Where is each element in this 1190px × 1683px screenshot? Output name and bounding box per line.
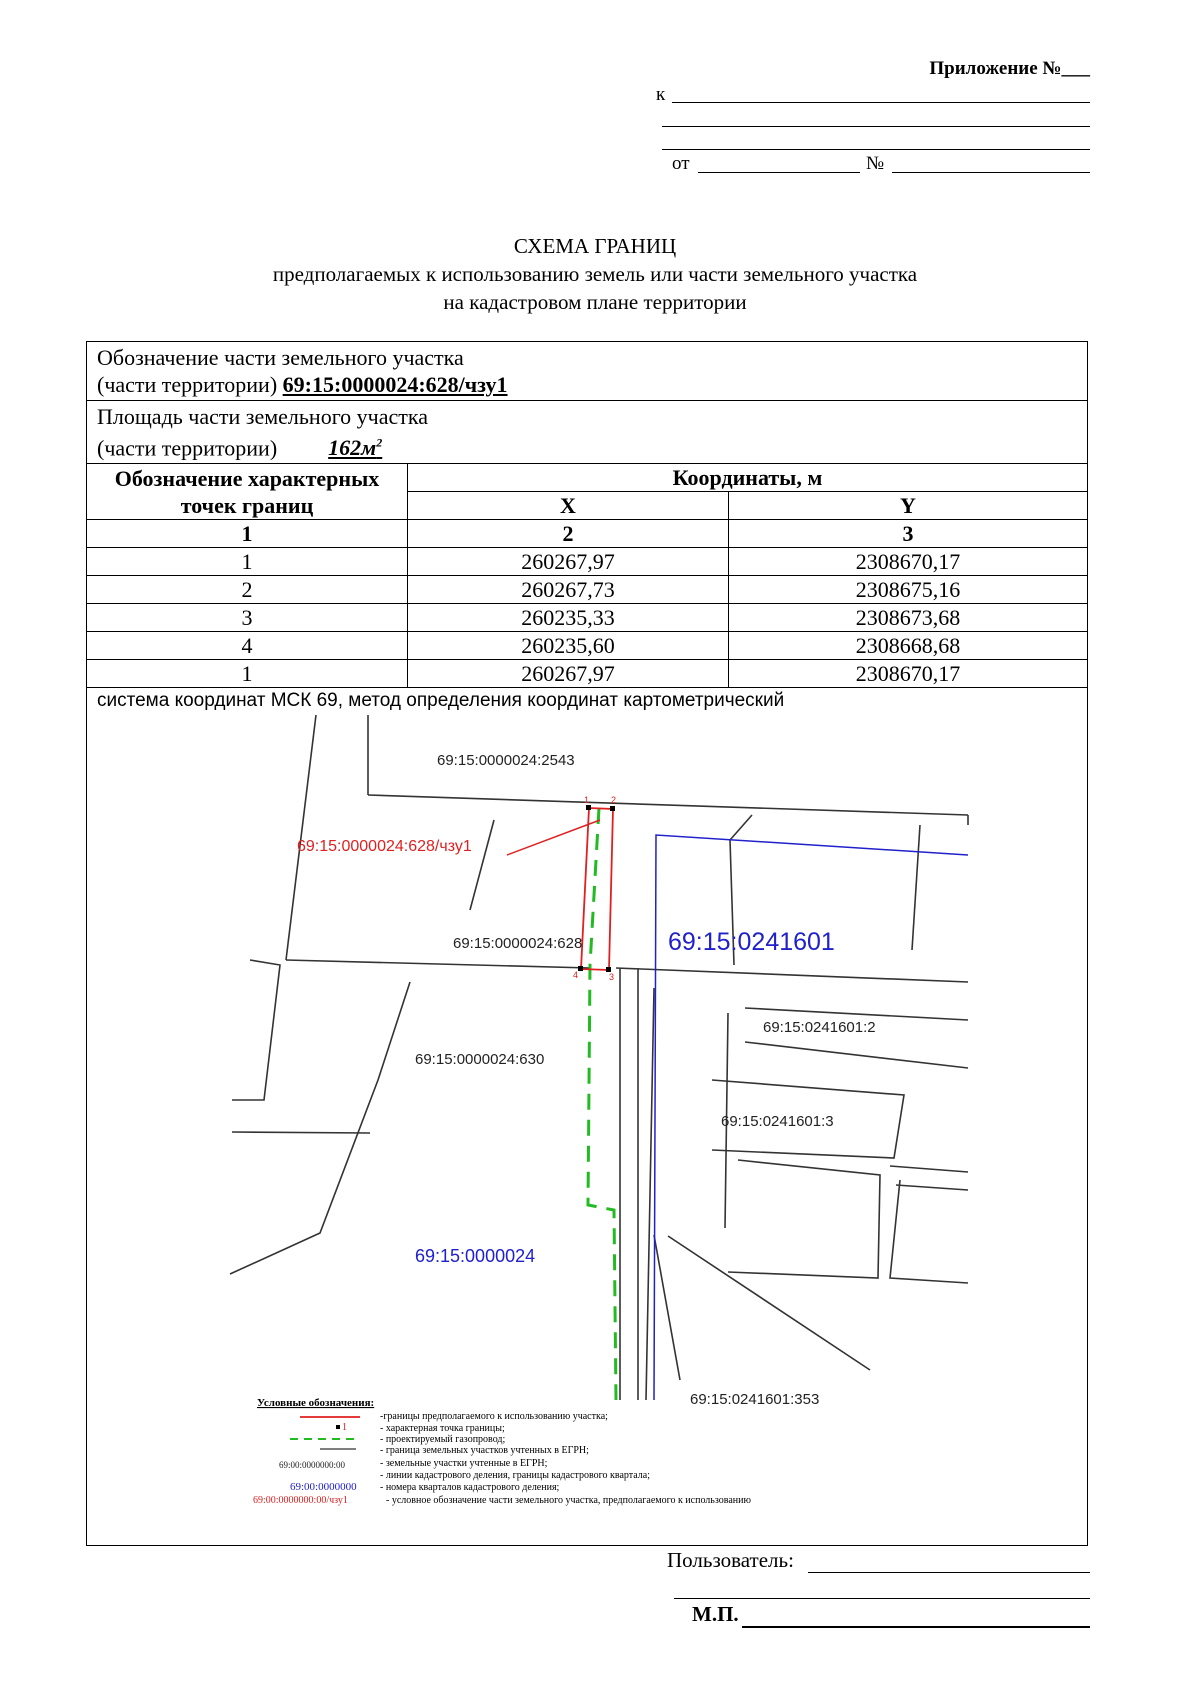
from-prefix: от (672, 153, 690, 174)
part-boundary (581, 808, 613, 970)
x-cell: 260267,73 (408, 576, 729, 604)
legend-item-4: - граница земельных участков учтенных в ЕГРН; (380, 1445, 589, 1456)
label-quarter-241601: 69:15:0241601 (668, 928, 835, 956)
x-cell: 260267,97 (408, 660, 729, 688)
col-coords-header: Координаты, м (408, 464, 1088, 492)
legend-item-2: - характерная точка границы; (380, 1423, 505, 1434)
label-parcel-241601-2: 69:15:0241601:2 (763, 1019, 876, 1036)
x-cell: 260235,33 (408, 604, 729, 632)
x-cell: 260235,60 (408, 632, 729, 660)
legend-item-3: - проектируемый газопровод; (380, 1434, 506, 1445)
label-parcel-630: 69:15:0000024:630 (415, 1051, 545, 1068)
legend-title: Условные обозначения: (257, 1397, 375, 1409)
area-value: 162м (328, 435, 377, 461)
user-line-2 (674, 1598, 1090, 1599)
number-prefix: № (866, 153, 885, 174)
legend-item-7: - номера кварталов кадастрового деления; (380, 1482, 560, 1493)
col-number-1: 1 (87, 520, 408, 548)
legend-item-5: - земельные участки учтенные в ЕГРН; (380, 1458, 548, 1469)
label-parcel-628: 69:15:0000024:628 (453, 935, 583, 952)
y-cell: 2308670,17 (729, 660, 1088, 688)
point-cell: 2 (87, 576, 408, 604)
legend-sample-parcel: 69:00:0000000:00 (279, 1460, 346, 1470)
document-title: СХЕМА ГРАНИЦ (513, 234, 677, 258)
document-subtitle-2: на кадастровом плане территории (443, 290, 747, 314)
area-unit-sup: 2 (376, 436, 383, 450)
label-parcel-241601-353: 69:15:0241601:353 (690, 1391, 820, 1408)
label-parcel-241601-3: 69:15:0241601:3 (721, 1113, 834, 1130)
gas-pipeline (588, 808, 616, 1400)
legend-sample-part: 69:00:0000000:00/чзу1 (253, 1495, 348, 1506)
col-x-header: X (408, 492, 729, 520)
col-points-header: Обозначение характерных точек границ (87, 464, 408, 520)
user-label: Пользователь: (667, 1548, 794, 1572)
document-subtitle-1: предполагаемых к использованию земель или части земельного участка (272, 262, 918, 286)
point-cell: 3 (87, 604, 408, 632)
y-cell: 2308673,68 (729, 604, 1088, 632)
label-parcel-2543: 69:15:0000024:2543 (437, 752, 575, 769)
user-line (808, 1572, 1090, 1573)
legend-sample-quarter: 69:00:0000000 (290, 1481, 357, 1493)
legend-item-8: - условное обозначение части земельного участка, предполагаемого к использованию (386, 1495, 751, 1506)
map-caption: система координат МСК 69, метод определения координат картометрический (97, 690, 785, 711)
y-cell: 2308675,16 (729, 576, 1088, 604)
area-label: Площадь части земельного участка (97, 404, 429, 429)
designation-label: Обозначение части земельного участка (97, 345, 464, 370)
area-label-2: (части территории) (97, 435, 278, 461)
legend-point-marker (336, 1425, 340, 1429)
point-cell: 4 (87, 632, 408, 660)
point-label-4: 4 (573, 970, 579, 980)
to-prefix: к (656, 84, 666, 105)
appendix-label: Приложение №___ (929, 58, 1090, 79)
y-cell: 2308668,68 (729, 632, 1088, 660)
col-number-3: 3 (729, 520, 1088, 548)
point-label-3: 3 (609, 972, 615, 982)
legend-item-1: -границы предполагаемого к использованию участка; (380, 1411, 608, 1422)
point-cell: 1 (87, 548, 408, 576)
col-y-header: Y (729, 492, 1088, 520)
stamp-line (742, 1626, 1090, 1628)
col-number-2: 2 (408, 520, 729, 548)
point-label-1: 1 (584, 795, 590, 805)
label-quarter-24: 69:15:0000024 (415, 1246, 536, 1266)
legend-item-6: - линии кадастрового деления, границы кадастрового квартала; (380, 1470, 650, 1481)
point-cell: 1 (87, 660, 408, 688)
map-legend (253, 1397, 751, 1506)
stamp-label: М.П. (692, 1602, 739, 1626)
x-cell: 260267,97 (408, 548, 729, 576)
designation-value: 69:15:0000024:628/чзу1 (282, 372, 508, 397)
y-cell: 2308670,17 (729, 548, 1088, 576)
point-label-2: 2 (611, 795, 617, 805)
designation-label-2: (части территории) (97, 372, 278, 397)
label-part: 69:15:0000024:628/чзу1 (297, 838, 472, 855)
legend-sample-point: 1 (342, 1422, 347, 1433)
